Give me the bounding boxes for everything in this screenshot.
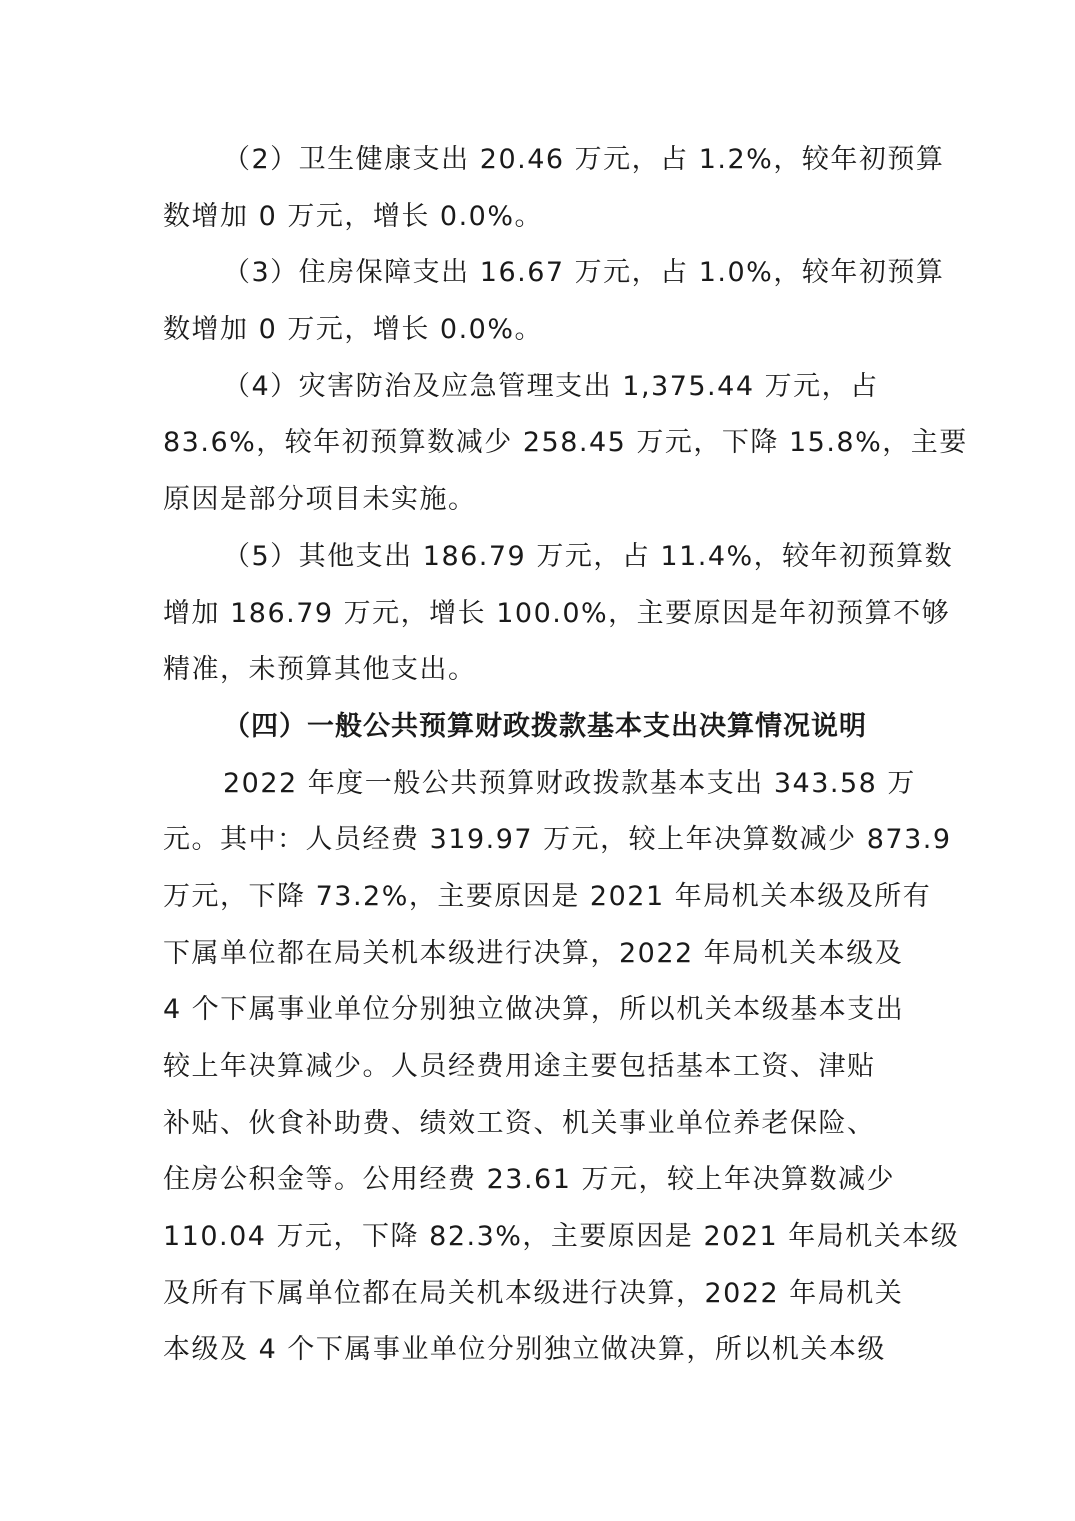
- paragraph-basic-line-8: 住房公积金等。公用经费 23.61 万元，较上年决算数减少: [163, 1164, 895, 1196]
- paragraph-basic-line-7: 补贴、伙食补助费、绩效工资、机关事业单位养老保险、: [163, 1107, 876, 1139]
- paragraph-basic-line-11: 本级及 4 个下属事业单位分别独立做决算，所以机关本级: [163, 1334, 886, 1366]
- paragraph-housing-line-2: 数增加 0 万元，增长 0.0%。: [163, 314, 544, 346]
- paragraph-other-line-3: 精准，未预算其他支出。: [163, 654, 477, 686]
- paragraph-basic-line-9: 110.04 万元，下降 82.3%，主要原因是 2021 年局机关本级: [163, 1221, 960, 1253]
- paragraph-disaster-line-2: 83.6%，较年初预算数减少 258.45 万元，下降 15.8%，主要: [163, 427, 968, 459]
- paragraph-health-line-2: 数增加 0 万元，增长 0.0%。: [163, 200, 544, 232]
- paragraph-basic-line-3: 万元，下降 73.2%，主要原因是 2021 年局机关本级及所有: [163, 880, 932, 912]
- paragraph-disaster-line-3: 原因是部分项目未实施。: [163, 484, 477, 516]
- paragraph-basic-line-2: 元。其中：人员经费 319.97 万元，较上年决算数减少 873.9: [163, 824, 952, 856]
- paragraph-basic-line-1: 2022 年度一般公共预算财政拨款基本支出 343.58 万: [223, 767, 916, 799]
- paragraph-housing-line-1: （3）住房保障支出 16.67 万元，占 1.0%，较年初预算: [223, 257, 945, 289]
- paragraph-other-line-2: 增加 186.79 万元，增长 100.0%，主要原因是年初预算不够: [163, 597, 951, 629]
- section-heading: （四）一般公共预算财政拨款基本支出决算情况说明: [223, 710, 867, 742]
- paragraph-disaster-line-1: （4）灾害防治及应急管理支出 1,375.44 万元，占: [223, 370, 879, 402]
- paragraph-basic-line-10: 及所有下属单位都在局关机本级进行决算，2022 年局机关: [163, 1277, 904, 1309]
- body-text: [163, 132, 968, 1379]
- paragraph-basic-line-5: 4 个下属事业单位分别独立做决算，所以机关本级基本支出: [163, 994, 905, 1026]
- paragraph-health-line-1: （2）卫生健康支出 20.46 万元，占 1.2%，较年初预算: [223, 144, 945, 175]
- paragraph-basic-line-4: 下属单位都在局关机本级进行决算，2022 年局机关本级及: [163, 937, 904, 969]
- paragraph-other-line-1: （5）其他支出 186.79 万元，占 11.4%，较年初预算数: [223, 540, 954, 572]
- paragraph-basic-line-6: 较上年决算减少。人员经费用途主要包括基本工资、津贴: [163, 1051, 876, 1082]
